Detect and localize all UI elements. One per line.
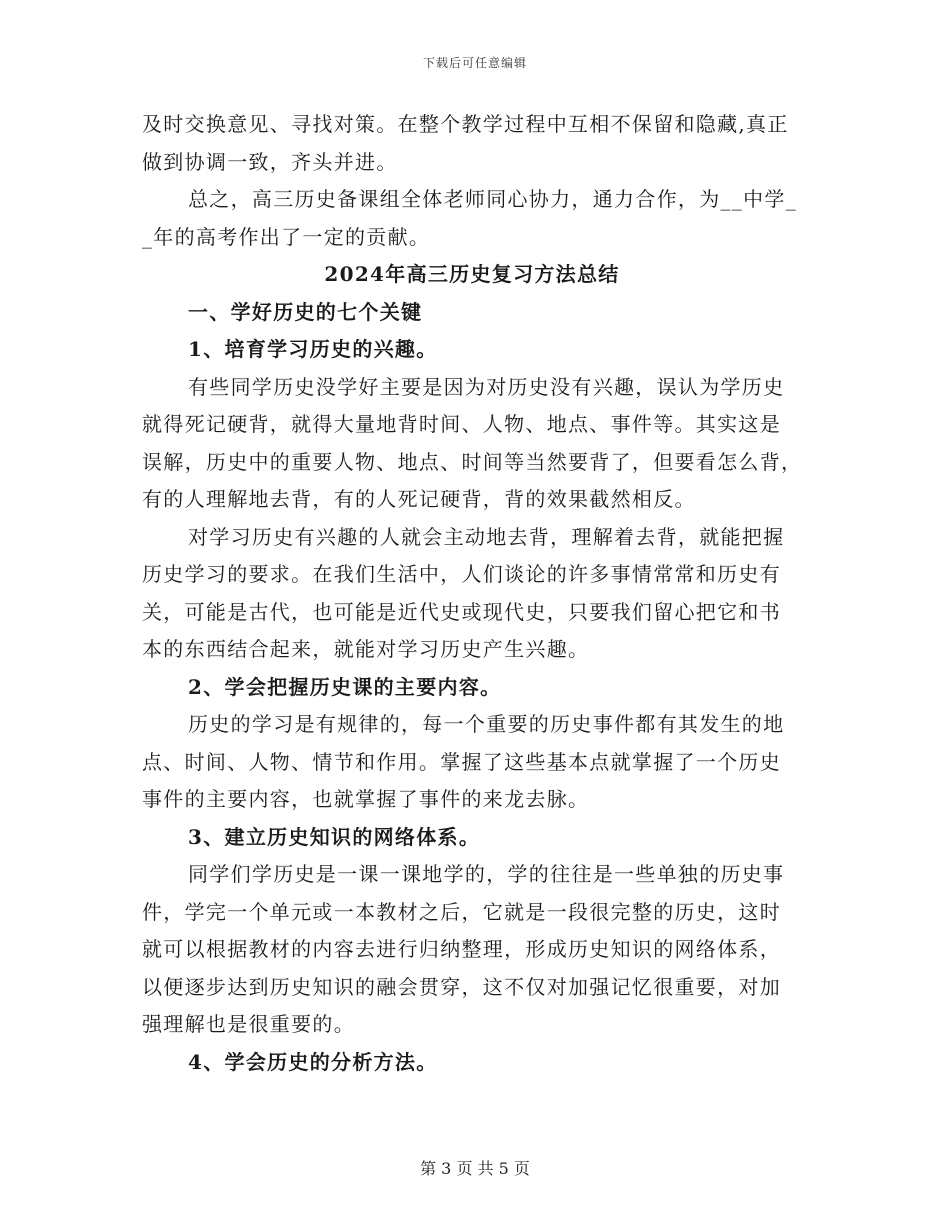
section-title: 2024年高三历史复习方法总结 bbox=[324, 262, 620, 286]
body-line: 误解，历史中的重要人物、地点、时间等当然要背了，但要看怎么背， bbox=[142, 449, 803, 474]
page-footer: 第 3 页 共 5 页 bbox=[420, 1159, 530, 1178]
subsection-heading: 3、建立历史知识的网络体系。 bbox=[188, 824, 481, 849]
page-header: 下载后可任意编辑 bbox=[422, 56, 527, 70]
body-line: 就得死记硬背，就得大量地背时间、人物、地点、事件等。其实这是 bbox=[142, 412, 781, 436]
body-line: 以便逐步达到历史知识的融会贯穿，这不仅对加强记忆很重要，对加 bbox=[142, 974, 781, 999]
body-line: 历史学习的要求。在我们生活中，人们谈论的许多事情常常和历史有 bbox=[142, 562, 781, 586]
body-line: 同学们学历史是一课一课地学的，学的往往是一些单独的历史事 bbox=[188, 862, 785, 886]
body-line: 件，学完一个单元或一本教材之后，它就是一段很完整的历史，这时 bbox=[142, 899, 781, 924]
body-line: 有的人理解地去背，有的人死记硬背，背的效果截然相反。 bbox=[142, 487, 696, 511]
body-line: 关，可能是古代，也可能是近代史或现代史，只要我们留心把它和书 bbox=[142, 599, 781, 624]
body-line: 总之，高三历史备课组全体老师同心协力，通力合作，为__中学_ bbox=[188, 187, 797, 211]
body-line: 就可以根据教材的内容去进行归纳整理，形成历史知识的网络体系， bbox=[142, 937, 781, 961]
subsection-heading: 1、培育学习历史的兴趣。 bbox=[188, 337, 438, 361]
body-line: 及时交换意见、寻找对策。在整个教学过程中互相不保留和隐藏,真正 bbox=[142, 112, 789, 136]
document-body bbox=[142, 106, 802, 1081]
body-line: 强理解也是很重要的。 bbox=[142, 1012, 355, 1036]
subsection-heading: 4、学会历史的分析方法。 bbox=[188, 1049, 438, 1074]
subsection-heading: 2、学会把握历史课的主要内容。 bbox=[188, 674, 502, 699]
body-line: 有些同学历史没学好主要是因为对历史没有兴趣，误认为学历史 bbox=[188, 374, 785, 399]
body-line: 对学习历史有兴趣的人就会主动地去背，理解着去背，就能把握 bbox=[188, 524, 785, 549]
body-line: _年的高考作出了一定的贡献。 bbox=[142, 224, 431, 249]
section-heading: 一、学好历史的七个关键 bbox=[188, 299, 423, 324]
body-line: 历史的学习是有规律的，每一个重要的历史事件都有其发生的地 bbox=[188, 712, 785, 736]
body-line: 事件的主要内容，也就掌握了事件的来龙去脉。 bbox=[142, 787, 590, 811]
body-line: 做到协调一致，齐头并进。 bbox=[142, 149, 398, 174]
body-line: 点、时间、人物、情节和作用。掌握了这些基本点就掌握了一个历史 bbox=[142, 749, 781, 774]
body-line: 本的东西结合起来，就能对学习历史产生兴趣。 bbox=[142, 637, 590, 661]
